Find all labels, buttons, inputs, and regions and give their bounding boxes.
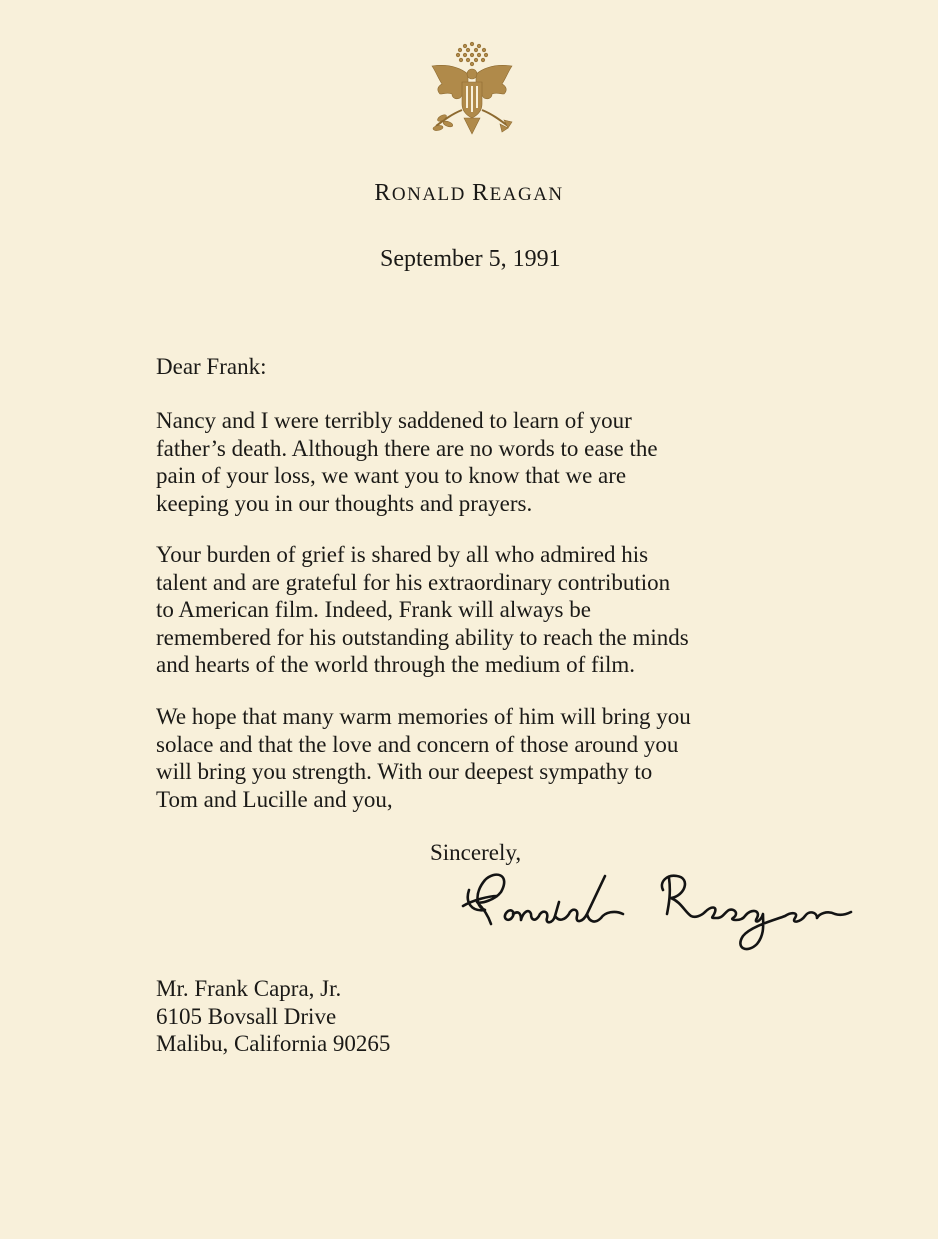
paragraph-2: [156, 541, 689, 679]
paragraph-line: father’s death. Although there are no words to ease the: [156, 435, 658, 461]
letterhead-name: [0, 180, 938, 207]
paragraph-line: and hearts of the world through the medium of film.: [156, 652, 636, 677]
paragraph-line: keeping you in our thoughts and prayers.: [156, 490, 533, 516]
paragraph-line: to American film. Indeed, Frank will always be: [156, 597, 591, 622]
paragraph-line: Nancy and I were terribly saddened to learn of your: [156, 408, 632, 433]
letterhead-rest-1: ONALD: [391, 184, 466, 205]
closing: Sincerely,: [430, 840, 522, 865]
paragraph-line: Your burden of grief is shared by all who admired his: [156, 542, 649, 567]
letter-date: September 5, 1991: [380, 246, 561, 272]
paragraph-line: talent and are grateful for his extraordinary contribution: [156, 569, 671, 595]
paragraph-line: We hope that many warm memories of him will bring you: [156, 704, 691, 729]
paragraph-line: Tom and Lucille and you,: [156, 786, 393, 812]
recipient-address: [156, 975, 390, 1058]
address-line-2: 6105 Bovsall Drive: [156, 1003, 337, 1029]
address-line-3: Malibu, California 90265: [156, 1031, 391, 1056]
paragraph-line: solace and that the love and concern of those around you: [156, 731, 679, 757]
paragraph-line: will bring you strength. With our deepest sympathy to: [156, 759, 653, 784]
signature-icon: [455, 862, 855, 952]
letterhead-rest-2: EAGAN: [489, 184, 564, 205]
paragraph-line: pain of your loss, we want you to know that we are: [156, 463, 627, 488]
address-line-1: Mr. Frank Capra, Jr.: [156, 976, 342, 1001]
salutation: Dear Frank:: [156, 354, 267, 379]
letterhead-initial-1: R: [374, 180, 392, 206]
letterhead-initial-2: R: [472, 180, 490, 206]
paragraph-line: remembered for his outstanding ability to reach the minds: [156, 624, 689, 650]
paragraph-1: [156, 407, 658, 517]
eagle-seal-icon: [418, 38, 526, 150]
paragraph-3: [156, 703, 691, 813]
